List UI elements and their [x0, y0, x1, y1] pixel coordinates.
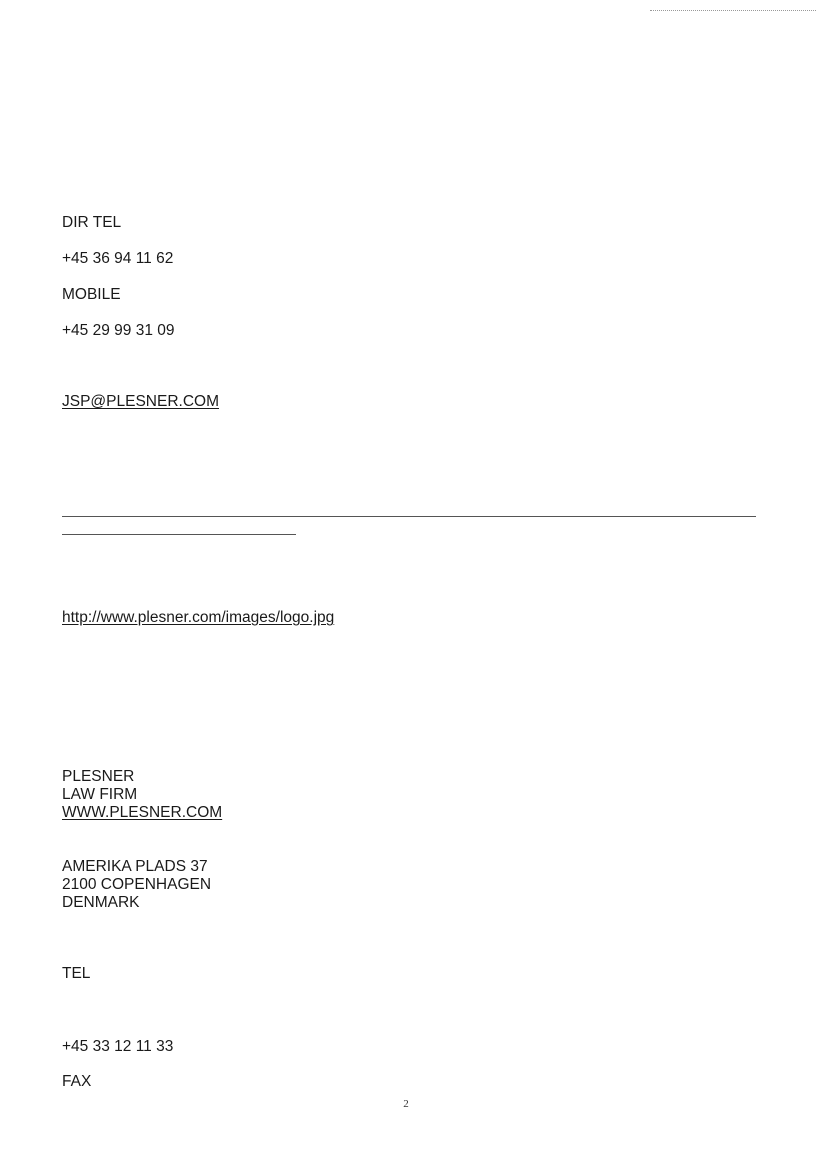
logo-link[interactable]: http://www.plesner.com/images/logo.jpg — [62, 609, 335, 626]
signature-divider-long — [62, 516, 756, 517]
mobile-value: +45 29 99 31 09 — [62, 322, 175, 339]
top-rule — [650, 10, 816, 11]
address-country: DENMARK — [62, 894, 140, 911]
mobile-label: MOBILE — [62, 286, 121, 303]
office-fax-label: FAX — [62, 1073, 92, 1090]
dir-tel-value: +45 36 94 11 62 — [62, 250, 174, 267]
office-tel-label: TEL — [62, 965, 91, 982]
firm-name: PLESNER — [62, 768, 135, 785]
dir-tel-label: DIR TEL — [62, 214, 122, 231]
address-street: AMERIKA PLADS 37 — [62, 858, 208, 875]
page-number: 2 — [403, 1098, 409, 1110]
signature-divider-short — [62, 534, 296, 535]
email-link[interactable]: JSP@PLESNER.COM — [62, 393, 219, 410]
firm-type: LAW FIRM — [62, 786, 138, 803]
firm-website-link[interactable]: WWW.PLESNER.COM — [62, 804, 223, 821]
office-tel-value: +45 33 12 11 33 — [62, 1038, 174, 1055]
address-city: 2100 COPENHAGEN — [62, 876, 212, 893]
